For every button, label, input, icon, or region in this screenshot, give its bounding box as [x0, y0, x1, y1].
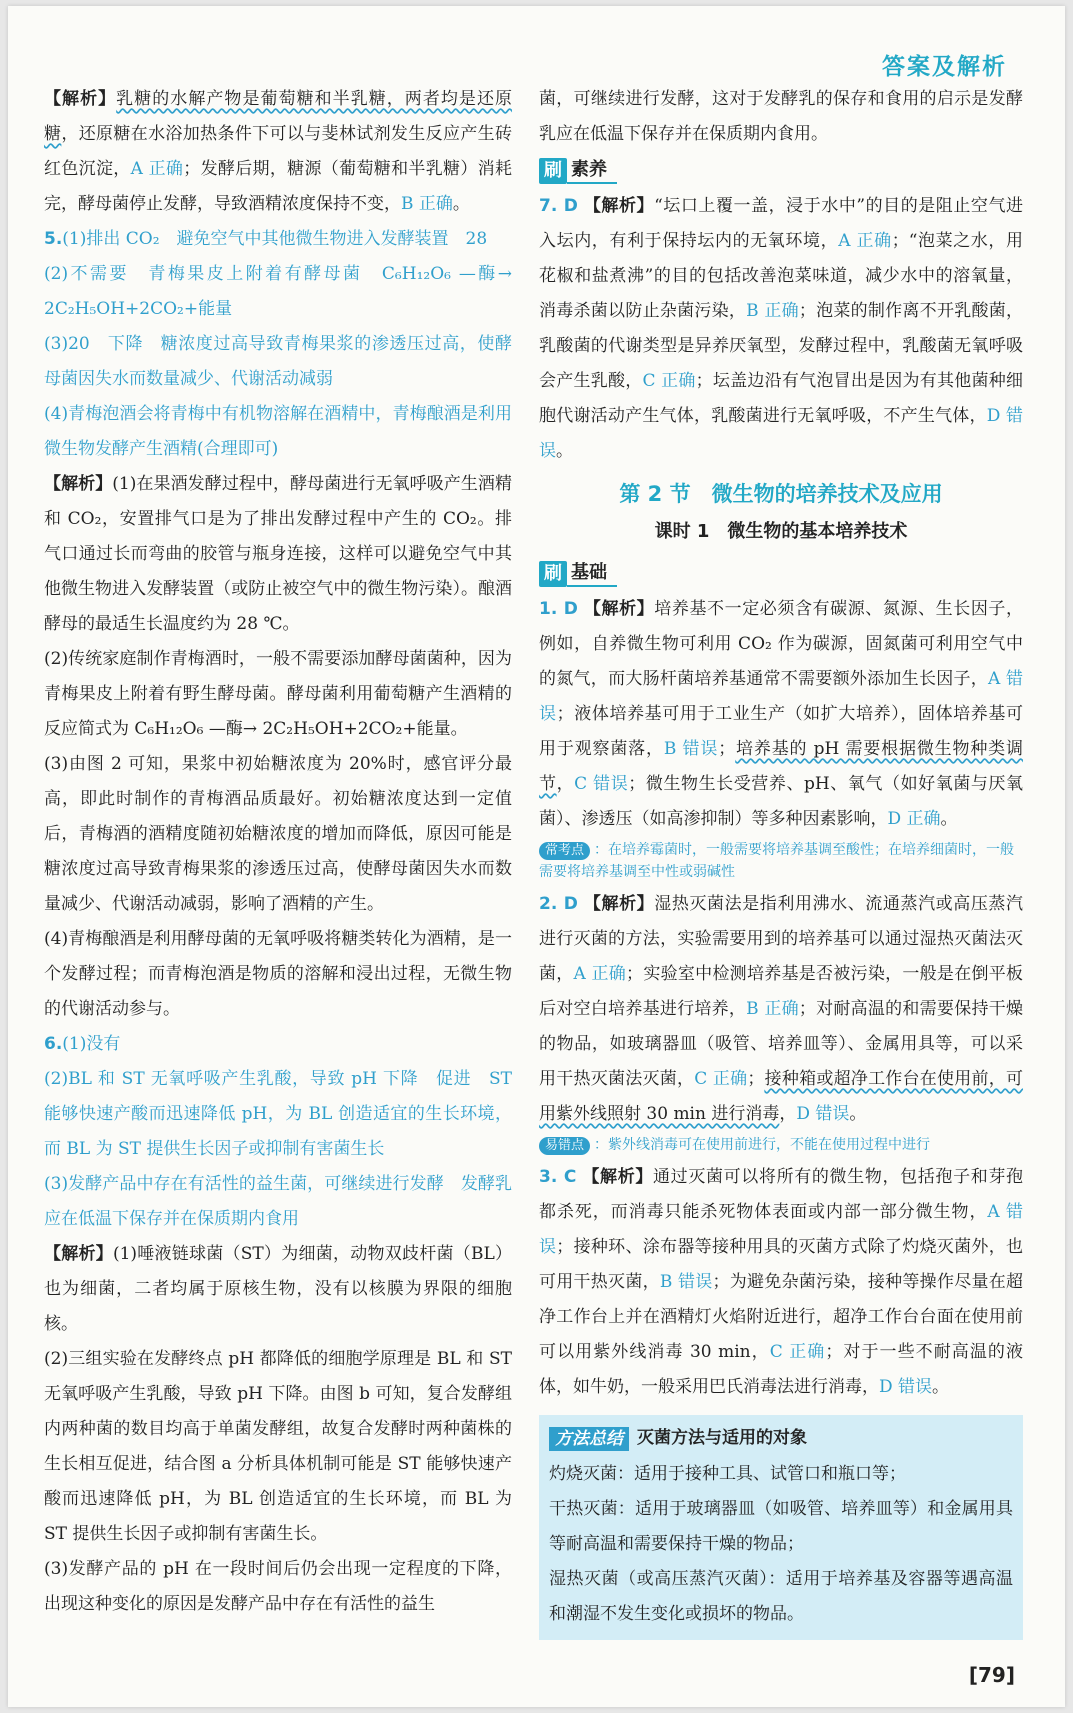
section-title: 第 2 节 微生物的培养技术及应用 [619, 482, 943, 506]
q3-explanation [539, 1160, 1023, 1405]
explanation-label: 【解析】 [583, 599, 655, 619]
method-line-2: 干热灭菌：适用于玻璃器皿（如吸管、培养皿等）和金属用具等耐高温和需要保持干燥的物品； [549, 1498, 1013, 1554]
q7-explanation [539, 189, 1023, 469]
option-d-verdict: D 错误 [539, 406, 1023, 461]
q1-text: ；液体培养基可用于工业生产（如扩大培养），固体培养基可用于观察菌落， [539, 704, 1024, 759]
q7-text: “坛口上覆一盖，浸于水中”的目的是阻止空气进入坛内，有利于保持坛内的无氧环境， [539, 196, 1024, 251]
q3-text: 。 [932, 1377, 950, 1397]
explanation-label: 【解析】 [44, 1244, 113, 1264]
q5-answer-2: (2)不需要 青梅果皮上附着有酵母菌 C₆H₁₂O₆ —酶→ 2C₂H₅OH+2CO₂+能量 [44, 264, 512, 319]
note-text: ：紫外线消毒可在使用前进行，不能在使用过程中进行 [594, 1137, 931, 1153]
method-line-3: 湿热灭菌（或高压蒸汽灭菌）：适用于培养基及容器等遇高温和潮湿不发生变化或损坏的物品。 [549, 1568, 1013, 1624]
option-a-verdict: A 错误 [539, 1202, 1024, 1257]
q2-text: ， [779, 1104, 797, 1124]
q5-explanation-2: (2)传统家庭制作青梅酒时，一般不需要添加酵母菌菌种，因为青梅果皮上附着有野生酵母菌。酵母菌利用葡萄糖产生酒精的反应简式为 C₆H₁₂O₆ —酶→ 2C₂H₅OH+2CO₂+能量。 [44, 649, 512, 739]
q6-answer-3: (3)发酵产品中存在有活性的益生菌，可继续进行发酵 发酵乳应在低温下保存并在保质期内食用 [44, 1174, 512, 1229]
q7-text: ；泡菜的制作离不开乳酸菌，乳酸菌的代谢类型是异养厌氧型，发酵过程中，乳酸菌无氧呼吸会产生乳酸， [539, 301, 1023, 391]
note-text: ：在培养霉菌时，一般需要将培养基调至酸性；在培养细菌时，一般需要将培养基调至中性或弱碱性 [539, 842, 1015, 880]
intro-text: ；发酵后期，糖源（葡萄糖和半乳糖）消耗完，酵母菌停止发酵，导致酒精浓度保持不变， [44, 159, 513, 214]
q5-explanation-4: (4)青梅酿酒是利用酵母菌的无氧呼吸将糖类转化为酒精，是一个发酵过程；而青梅泡酒是物质的溶解和浸出过程，无微生物的代谢活动参与。 [44, 929, 512, 1019]
q7-text: ；坛盖边沿有气泡冒出是因为有其他菌种细胞代谢活动产生气体，乳酸菌进行无氧呼吸，不产生气体， [539, 371, 1024, 426]
q6-explanation-1-text: (1)唾液链球菌（ST）为细菌，动物双歧杆菌（BL）也为细菌，二者均属于原核生物，没有以核膜为界限的细胞核。 [44, 1244, 512, 1334]
q6-answer-1-text: (1)没有 [62, 1034, 121, 1054]
left-column [44, 82, 512, 1622]
option-b-verdict: B 错误 [663, 739, 719, 759]
option-c-verdict: C 正确 [769, 1342, 826, 1362]
option-c-verdict: C 正确 [694, 1069, 748, 1089]
option-d-verdict: D 正确 [887, 809, 941, 829]
q5-explanation-1-text: (1)在果酒发酵过程中，酵母菌进行无氧呼吸产生酒精和 CO₂，安置排气口是为了排出发酵过程中产生的 CO₂。排气口通过长而弯曲的胶管与瓶身连接，这样可以避免空气中其他微生物进入发酵装置（或防止被空气中的微生物污染）。酿酒酵母的最适生长温度约为 28 ℃。 [44, 474, 512, 634]
q5-explanation-3: (3)由图 2 可知，果浆中初始糖浓度为 20%时，感官评分最高，即此时制作的青梅酒品质最好。初始糖浓度达到一定值后，青梅酒的酒精度随初始糖浓度的增加而降低，原因可能是糖浓度过高导致青梅果浆的渗透压过高，使酵母菌因失水而数量减少、代谢活动减弱，影响了酒精的产生。 [44, 754, 512, 914]
method-summary-title: 灭菌方法与适用的对象 [637, 1428, 807, 1448]
q5-number: 5. [44, 229, 63, 249]
section-label-text: 基础 [567, 561, 617, 587]
option-a-verdict: A 正确 [838, 231, 892, 251]
q5-answer-3: (3)20 下降 糖浓度过高导致青梅果浆的渗透压过高，使酵母菌因失水而数量减少、代谢活动减弱 [44, 334, 512, 389]
q3-number: 3. C [539, 1167, 577, 1187]
intro-explanation [44, 82, 512, 222]
q1-note [539, 839, 1023, 883]
q6-explanation-2: (2)三组实验在发酵终点 pH 都降低的细胞学原理是 BL 和 ST 无氧呼吸产生乳酸，导致 pH 下降。由图 b 可知，复合发酵组内两种菌的数目均高于单菌发酵组，故复合发酵时两种菌株的生长相互促进，结合图 a 分析具体机制可能是 ST 能够快速产酸而迅速降低 pH，为 BL 创造适宜的生长环境，而 BL 为 ST 提供生长因子或抑制有害菌生长。 [44, 1349, 512, 1544]
q3-text: ；为避免杂菌污染，接种等操作尽量在超净工作台上并在酒精灯火焰附近进行，超净工作台台面在使用前可以用紫外线消毒 30 min， [539, 1272, 1023, 1362]
q6-explanation-3: (3)发酵产品的 pH 在一段时间后仍会出现一定程度的下降，出现这种变化的原因是发酵产品中存在有活性的益生 [44, 1559, 512, 1614]
q1-number: 1. D [539, 599, 578, 619]
q1-explanation [539, 592, 1023, 837]
q2-text: 。 [849, 1104, 867, 1124]
q3-text: 通过灭菌可以将所有的微生物，包括孢子和芽孢都杀死，而消毒只能杀死物体表面或内部一部分微生物， [539, 1167, 1024, 1222]
lesson-title: 课时 1 微生物的基本培养技术 [654, 521, 908, 542]
q1-text: 。 [940, 809, 958, 829]
explanation-label: 【解析】 [582, 1167, 654, 1187]
q1-text: ， [556, 774, 575, 794]
q6-answer-2: (2)BL 和 ST 无氧呼吸产生乳酸，导致 pH 下降 促进 ST 能够快速产酸而迅速降低 pH，为 BL 创造适宜的生长环境，而 BL 为 ST 提供生长因子或抑制有害菌生长 [44, 1069, 512, 1159]
option-a-verdict: A 正确 [573, 964, 627, 984]
q2-text: ；对耐高温的和需要保持干燥的物品，如玻璃器皿（吸管、培养皿等）、金属用具等，可以采用干热灭菌法灭菌， [539, 999, 1023, 1089]
page-header-title: 答案及解析 [882, 54, 1007, 80]
option-d-verdict: D 错误 [879, 1377, 933, 1397]
q2-key-point-underlined: 接种箱或超净工作台在使用前，可用紫外线照射 30 min 进行消毒 [539, 1069, 1024, 1124]
key-point-badge: 常考点 [539, 842, 590, 860]
option-b-verdict: B 错误 [659, 1272, 713, 1292]
option-d-verdict: D 错误 [796, 1104, 850, 1124]
intro-text: 。 [452, 194, 470, 214]
option-b-verdict: B 正确 [746, 999, 799, 1019]
q6-number: 6. [44, 1034, 63, 1054]
section-label-text: 素养 [567, 158, 617, 184]
q2-text: 湿热灭菌法是指利用沸水、流通蒸汽或高压蒸汽进行灭菌的方法，实验需要用到的培养基可以通过湿热灭菌法灭菌， [539, 894, 1024, 984]
intro-text: ，还原糖在水浴加热条件下可以与斐林试剂发生反应产生砖红色沉淀， [44, 124, 513, 179]
mistake-point-badge: 易错点 [539, 1137, 590, 1155]
q1-key-point-underlined: 培养基的 pH 需要根据微生物种类调节 [539, 739, 1023, 794]
section-label-suyang [539, 158, 617, 184]
explanation-label: 【解析】 [583, 196, 655, 216]
method-summary-box [539, 1415, 1023, 1640]
q2-text: ；实验室中检测培养基是否被污染，一般是在倒平板后对空白培养基进行培养， [539, 964, 1024, 1019]
q1-text: ；微生物生长受营养、pH、氧气（如好氧菌与厌氧菌）、渗透压（如高渗抑制）等多种因素影响， [539, 774, 1024, 829]
q5-answer-1-text: (1)排出 CO₂ 避免空气中其他微生物进入发酵装置 28 [62, 229, 488, 249]
method-summary-badge: 方法总结 [549, 1427, 629, 1451]
q5-explanation-1 [44, 467, 512, 642]
q7-number: 7. D [539, 196, 578, 216]
right-column [539, 82, 1023, 1640]
q6-explanation-continued: 菌，可继续进行发酵，这对于发酵乳的保存和食用的启示是发酵乳应在低温下保存并在保质期内食用。 [539, 89, 1023, 144]
option-c-verdict: C 错误 [574, 774, 629, 794]
option-a-verdict: A 错误 [539, 669, 1023, 724]
q6-answer-1 [44, 1027, 512, 1062]
q1-text: 培养基不一定必须含有碳源、氮源、生长因子，例如，自养微生物可利用 CO₂ 作为碳源，固氮菌可利用空气中的氮气，而大肠杆菌培养基通常不需要额外添加生长因子， [539, 599, 1024, 689]
option-b-verdict: B 正确 [401, 194, 453, 214]
explanation-label: 【解析】 [44, 89, 117, 109]
method-line-1: 灼烧灭菌：适用于接种工具、试管口和瓶口等； [549, 1463, 906, 1484]
q5-answer-4: (4)青梅泡酒会将青梅中有机物溶解在酒精中，青梅酿酒是利用微生物发酵产生酒精(合理即可) [44, 404, 512, 459]
q2-note [539, 1134, 1023, 1156]
q5-answer-1 [44, 222, 512, 257]
explanation-label: 【解析】 [44, 474, 113, 494]
shua-badge: 刷 [539, 561, 567, 587]
q7-text: 。 [556, 441, 573, 461]
section-label-jichu [539, 561, 617, 587]
q7-text: ；“泡菜之水，用花椒和盐煮沸”的目的包括改善泡菜味道，减少水中的溶氧量，消毒杀菌以防止杂菌污染， [539, 231, 1023, 321]
q3-text: ；接种环、涂布器等接种用具的灭菌方式除了灼烧灭菌外，也可用干热灭菌， [539, 1237, 1023, 1292]
page-number: [79] [968, 1663, 1015, 1687]
q6-explanation-1 [44, 1237, 512, 1342]
option-a-verdict: A 正确 [130, 159, 184, 179]
q2-explanation [539, 887, 1023, 1132]
q2-number: 2. D [539, 894, 578, 914]
q3-text: ；对于一些不耐高温的液体，如牛奶，一般采用巴氏消毒法进行消毒， [539, 1342, 1023, 1397]
explanation-label: 【解析】 [583, 894, 655, 914]
option-c-verdict: C 正确 [642, 371, 696, 391]
q2-text: ； [747, 1069, 765, 1089]
shua-badge: 刷 [539, 158, 567, 184]
method-summary-header [549, 1421, 807, 1456]
q1-text: ； [718, 739, 736, 759]
intro-text-underlined: 乳糖的水解产物是葡萄糖和半乳糖，两者均是还原糖 [44, 89, 513, 144]
page [8, 6, 1065, 1707]
option-b-verdict: B 正确 [746, 301, 799, 321]
